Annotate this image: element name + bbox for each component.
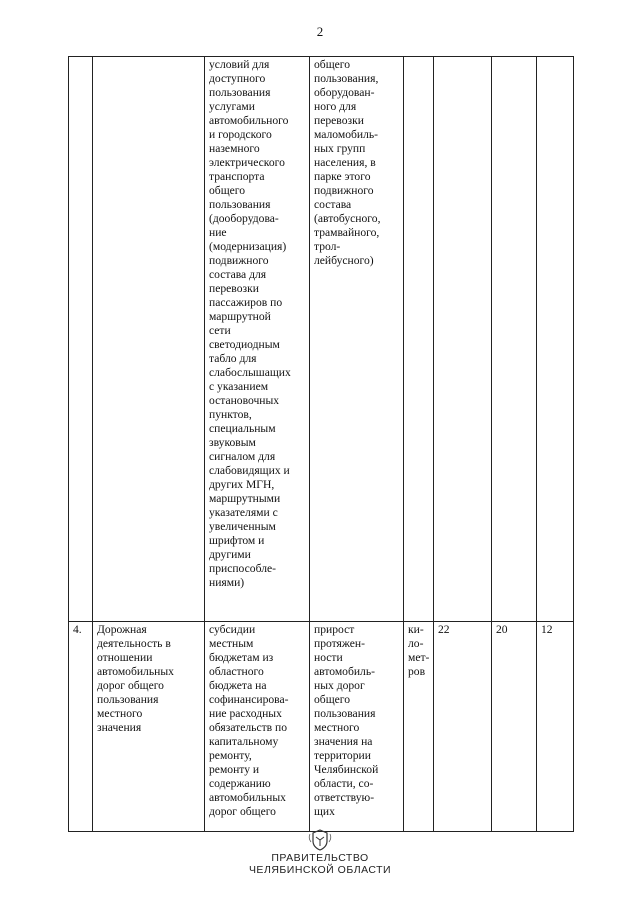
program-table [68,56,574,832]
cell-value-3: 12 [537,622,574,832]
table-row [69,57,574,622]
table-row [69,622,574,832]
coat-of-arms-icon [307,828,333,852]
footer-line-1: ПРАВИТЕЛЬСТВО [271,852,369,864]
cell-value-1 [434,57,492,622]
cell-number [69,57,93,622]
cell-activity: Дорожная деятельность в отношении автомобильных дорог общего пользования местного значения [93,622,205,832]
cell-number: 4. [69,622,93,832]
cell-indicator: прирост протяжен- ности автомобиль- ных дорог общего пользования местного значения на территории Челябинской области, со- ответствую- щих [310,622,404,832]
cell-value-3 [537,57,574,622]
footer-line-2: ЧЕЛЯБИНСКОЙ ОБЛАСТИ [248,864,392,876]
cell-measure: субсидии местным бюджетам из областного бюджета на софинансирова- ние расходных обязательств по капитальному ремонту, ремонту и содержанию автомобильных дорог общего [205,622,310,832]
cell-unit: ки- ло- мет- ров [404,622,434,832]
cell-value-2: 20 [492,622,537,832]
cell-indicator: общего пользования, оборудован- ного для перевозки маломобиль- ных групп населения, в парке этого подвижного состава (автобусного, трамвайного, трол- лейбусного) [310,57,404,622]
cell-unit [404,57,434,622]
page-number: 2 [316,24,324,39]
cell-value-1: 22 [434,622,492,832]
footer-stamp [0,828,640,876]
cell-activity [93,57,205,622]
cell-value-2 [492,57,537,622]
cell-measure: условий для доступного пользования услугами автомобильного и городского наземного электрического транспорта общего пользования (дооборудова- ние (модернизация) подвижного состава для перевозки пассажиров по маршрутной сети светодиодным табло для слабослышащих с указанием остановочных пунктов, специальным звуковым сигналом для слабовидящих и других МГН, маршрутными указателями с увеличенным шрифтом и другими приспособле- ниями) [205,57,310,622]
